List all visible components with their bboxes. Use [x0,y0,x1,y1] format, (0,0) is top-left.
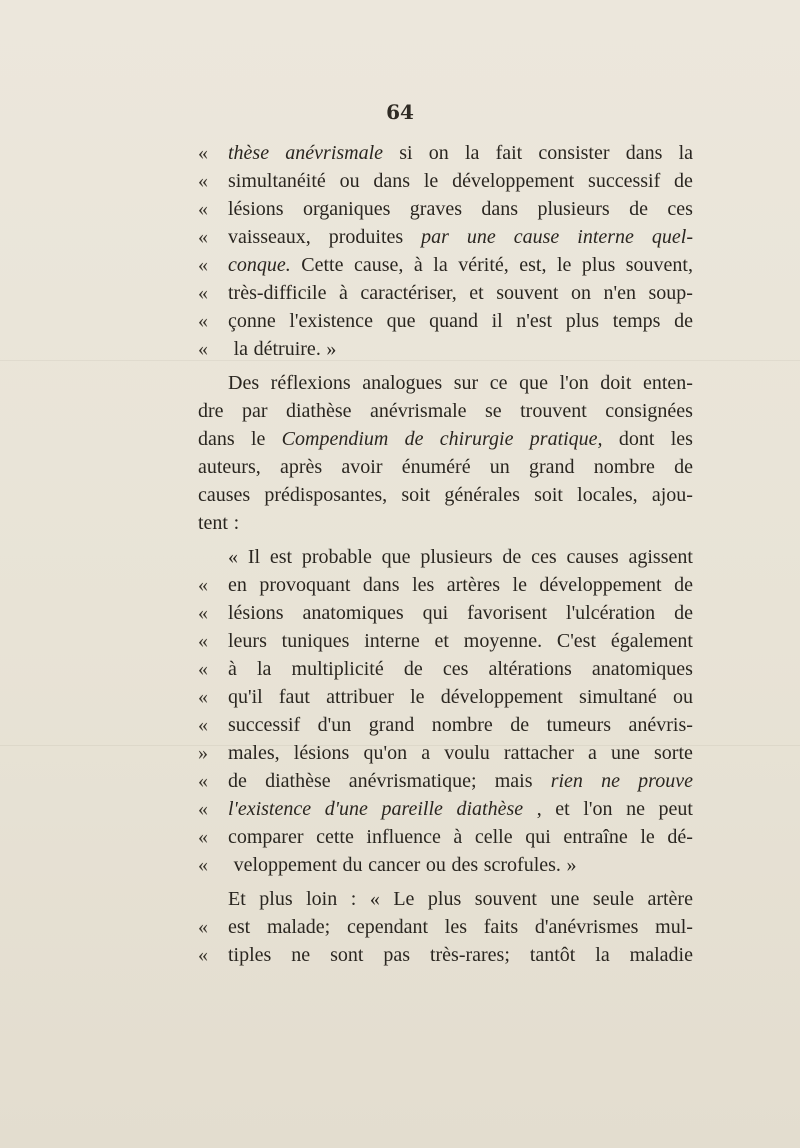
word: ne [291,944,311,966]
word: causes [566,546,619,568]
word: locales, [577,484,638,506]
word: et [469,282,484,304]
word: la [595,944,610,966]
word: il [491,310,503,332]
word: celle [474,826,513,848]
line-text [228,655,693,683]
word: sur [453,372,479,394]
word: est [228,916,251,938]
text-line [198,913,693,941]
word: avoir [341,456,383,478]
line-text [228,307,693,335]
word: de [674,310,693,332]
text-line [198,223,693,251]
word: très-difficile [228,282,327,304]
word: analogues [362,372,443,394]
word: graves [409,198,462,220]
body-text [198,139,693,969]
word: à [413,254,423,276]
word: « [228,546,238,568]
word: vérité, [458,254,509,276]
word: altérations [488,658,572,680]
word: du [342,854,363,876]
word: ces [531,546,557,568]
quote-mark: « [198,338,208,360]
word: Et [228,888,246,910]
word: malade; [266,916,331,938]
word: influence [366,826,441,848]
word: cause, [353,254,404,276]
quote-mark: « [198,254,208,276]
word: la [678,142,693,164]
word: multiplicité [291,658,384,680]
word: faits [483,916,519,938]
word: successif [588,170,661,192]
word: souvent [496,282,559,304]
word: générales [444,484,520,506]
italic-word: pareille [381,798,443,820]
italic-word: d'une [324,798,368,820]
word: quand [429,310,478,332]
word: anévrismale [369,400,467,422]
word: « [369,888,380,910]
line-text [228,279,693,307]
word: anévrismatique; [348,770,477,792]
word: a [421,742,431,764]
word: consignées [605,400,693,422]
word: qui [422,602,449,624]
word: tiples [228,944,272,966]
quote-mark: « [198,226,208,248]
word: probable [301,546,372,568]
line-text [228,767,693,795]
quote-mark: « [198,658,208,680]
word: le [556,254,572,276]
line-text [228,711,693,739]
text-line [198,335,693,363]
line-text [234,335,688,363]
word: soit [534,484,563,506]
text-line [198,851,693,879]
italic-word: conque. [228,254,291,276]
word: lésions [228,602,284,624]
word: la [464,142,480,164]
word: l'on [583,798,613,820]
word: : [350,888,357,910]
word: lésions [228,198,284,220]
word: un [489,456,510,478]
italic-word: chirurgie [439,428,514,450]
word: trouvent [520,400,587,422]
line-text [234,851,688,879]
word: peut [658,798,693,820]
word: simultané [579,686,657,708]
line-text [228,251,693,279]
line-text [228,139,693,167]
word: l'on [559,372,589,394]
italic-word: thèse [228,142,270,164]
word: agissent [628,546,693,568]
word: de [674,602,693,624]
word: Des [228,372,260,394]
text-line [198,453,693,481]
word: dans [625,142,663,164]
word: maladie [629,944,693,966]
text-line [198,251,693,279]
word: consister [538,142,610,164]
line-text [228,795,693,823]
text-line [198,509,693,537]
word: soup- [648,282,693,304]
word: de [502,546,522,568]
word: : [233,512,240,534]
word: en [228,574,247,596]
word: sont [330,944,364,966]
word: plusieurs [420,546,493,568]
word: ou [339,170,360,192]
word: qui [525,826,551,848]
text-line [198,795,693,823]
word: seule [592,888,634,910]
word: temps [612,310,661,332]
text-line [198,823,693,851]
word: est [269,546,293,568]
word: cette [316,826,354,848]
quote-mark: « [198,310,208,332]
word: cancer [368,854,421,876]
word: faut [278,686,310,708]
word: la [256,658,272,680]
word: à [228,658,237,680]
word: diathèse [265,770,331,792]
word: mul- [655,916,693,938]
word: d'un [317,714,352,736]
italic-word: prouve [638,770,693,792]
word: C'est [556,630,597,652]
line-text [228,599,693,627]
word: scrofules. [483,854,561,876]
word: développement [440,686,563,708]
word: dans [481,198,519,220]
word: l'existence [289,310,373,332]
text-line [198,941,693,969]
quote-mark: « [198,714,208,736]
word: tumeurs [546,714,612,736]
text-line [198,279,693,307]
word: ces [442,658,469,680]
word: ajou- [651,484,693,506]
word: si [399,142,413,164]
word: diathèse [285,400,352,422]
italic-word: pratique, [529,428,603,450]
word: prédisposantes, [264,484,388,506]
word: comparer [228,826,304,848]
word: fait [495,142,523,164]
word: de [510,714,530,736]
text-line [198,599,693,627]
word: lésions [293,742,350,764]
word: caractériser, [360,282,457,304]
word: interne [364,630,420,652]
word: pas [383,944,411,966]
quote-mark: « [198,686,208,708]
word: plusieurs [537,198,610,220]
word: d'anévrismes [534,916,639,938]
word: dans [373,170,411,192]
quote-mark: « [198,630,208,652]
quote-mark: » [198,742,208,764]
word: les [412,574,435,596]
word: ou [425,854,446,876]
italic-word: ne [601,770,620,792]
word: organiques [302,198,391,220]
word: » [326,338,337,360]
word: que [381,546,411,568]
word: grand [529,456,575,478]
word: enten- [642,372,693,394]
text-line [198,739,693,767]
word: anatomiques [591,658,693,680]
word: dre [198,400,224,422]
word: Le [393,888,415,910]
word: développement [452,170,575,192]
word: doit [600,372,632,394]
word: dé- [667,826,693,848]
italic-word: l'existence [228,798,312,820]
word: la [433,254,448,276]
text-line [198,627,693,655]
word: dans [362,574,400,596]
word: de [228,770,247,792]
line-text [228,223,693,251]
text-line [198,571,693,599]
word: ou [672,686,693,708]
text-line [198,655,693,683]
word: se [485,400,502,422]
word: le [512,574,527,596]
word: les [444,916,467,938]
word: la [233,338,249,360]
word: favorisent [467,602,548,624]
paragraph [198,369,693,537]
text-line [198,139,693,167]
word: ces [667,198,693,220]
word: à [453,826,463,848]
word: » [566,854,577,876]
word: n'est [516,310,553,332]
word: ce [489,372,508,394]
page-number: 64 [386,100,414,124]
word: les [670,428,693,450]
word: de [674,456,693,478]
italic-word: anévrismale [285,142,384,164]
word: , [536,798,542,820]
italic-word: interne [577,226,634,248]
word: à [339,282,348,304]
word: attribuer [326,686,394,708]
word: réflexions [270,372,351,394]
word: sorte [654,742,693,764]
text-line [198,425,693,453]
italic-word: par [421,226,449,248]
word: souvent, [625,254,693,276]
word: de [403,658,423,680]
line-text [228,195,693,223]
word: l'ulcération [566,602,656,624]
word: qu'on [363,742,408,764]
text-line [198,307,693,335]
word: artères [446,574,501,596]
word: mais [494,770,533,792]
word: tuniques [281,630,350,652]
paragraph [198,139,693,363]
line-text [228,941,693,969]
word: le [423,170,439,192]
word: on [428,142,449,164]
paragraph [198,885,693,969]
paragraph [198,543,693,879]
word: vaisseaux, [228,226,311,248]
word: çonne [228,310,276,332]
italic-word: de [404,428,424,450]
word: de [674,170,693,192]
word: et [555,798,570,820]
italic-word: cause [513,226,560,248]
word: une [611,742,640,764]
word: détruire. [253,338,321,360]
word: nombre [431,714,493,736]
line-text [228,823,693,851]
word: entraîne [563,826,628,848]
word: est, [519,254,547,276]
word: voulu [444,742,490,764]
word: Il [247,546,261,568]
word: veloppement [233,854,337,876]
word: artère [647,888,693,910]
word: après [279,456,323,478]
quote-mark: « [198,854,208,876]
line-text [228,739,693,767]
line-text [228,627,693,655]
quote-mark: « [198,282,208,304]
word: causes [198,484,251,506]
word: n'en [603,282,636,304]
word: des [451,854,479,876]
text-line [198,711,693,739]
word: plus [259,888,293,910]
word: males, [228,742,280,764]
word: rattacher [503,742,574,764]
word: provoquant [259,574,351,596]
word: nombre [593,456,655,478]
word: dont [618,428,655,450]
word: soit [401,484,431,506]
word: le [410,686,425,708]
word: souvent [474,888,537,910]
word: leurs [228,630,267,652]
word: que [386,310,416,332]
quote-mark: « [198,574,208,596]
word: ne [626,798,645,820]
quote-mark: « [198,798,208,820]
word: cependant [346,916,429,938]
quote-mark: « [198,770,208,792]
quote-mark: « [198,170,208,192]
word: Cette [301,254,344,276]
word: de [674,574,693,596]
text-line [198,683,693,711]
word: que [519,372,548,394]
word: le [250,428,266,450]
quote-mark: « [198,826,208,848]
word: anatomiques [302,602,404,624]
word: tent [198,512,228,534]
word: a [587,742,597,764]
line-text [228,913,693,941]
italic-word: diathèse [456,798,524,820]
text-line [198,767,693,795]
word: de [629,198,648,220]
italic-word: Compendium [281,428,389,450]
word: on [570,282,591,304]
text-line [198,885,693,913]
word: énuméré [401,456,471,478]
word: plus [427,888,462,910]
word: également [610,630,693,652]
text-line [198,167,693,195]
word: tantôt [529,944,576,966]
word: qu'il [228,686,263,708]
word: très-rares; [429,944,510,966]
line-text [228,167,693,195]
word: plus [565,310,600,332]
quote-mark: « [198,944,208,966]
line-text [228,683,693,711]
italic-word: une [466,226,496,248]
word: une [550,888,580,910]
quote-mark: « [198,602,208,624]
word: par [241,400,268,422]
quote-mark: « [198,198,208,220]
word: anévris- [628,714,693,736]
word: grand [368,714,415,736]
quote-mark: « [198,916,208,938]
word: successif [228,714,301,736]
word: loin [306,888,338,910]
word: et [434,630,449,652]
italic-word: rien [550,770,583,792]
word: simultanéité [228,170,326,192]
word: plus [581,254,616,276]
line-text [228,571,693,599]
text-line [198,543,693,571]
word: produites [328,226,404,248]
italic-word: quel- [651,226,693,248]
word: le [640,826,655,848]
text-line [198,481,693,509]
word: auteurs, [198,456,261,478]
text-line [198,397,693,425]
word: moyenne. [463,630,543,652]
word: développement [539,574,662,596]
quote-mark: « [198,142,208,164]
word: dans [198,428,235,450]
text-line [198,369,693,397]
text-line [198,195,693,223]
